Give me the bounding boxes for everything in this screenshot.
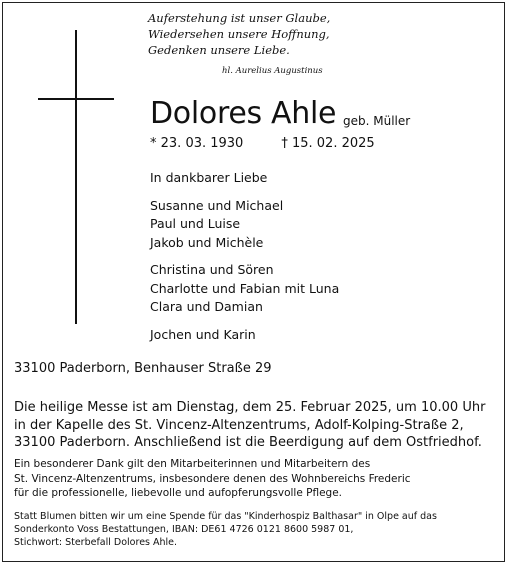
mass-info	[14, 399, 485, 452]
donation-info	[14, 510, 437, 549]
deceased-name: Dolores Ahle	[150, 96, 337, 131]
mass-line: Die heilige Messe ist am Dienstag, dem 25. Februar 2025, um 10.00 Uhr	[14, 400, 486, 415]
donation-line: Stichwort: Sterbefall Dolores Ahle.	[14, 537, 178, 548]
mourner-group	[150, 197, 339, 253]
mourner-name: Susanne und Michael	[150, 197, 284, 213]
birth-date: * 23. 03. 1930	[150, 136, 244, 151]
quote-author: hl. Aurelius Augustinus	[222, 66, 323, 76]
mourner-name: Clara und Damian	[150, 299, 263, 314]
cross-icon	[75, 30, 77, 324]
mourner-group	[150, 326, 339, 345]
life-dates	[150, 136, 375, 151]
thanks-line: Ein besonderer Dank gilt den Mitarbeiterinnen und Mitarbeitern des	[14, 458, 371, 470]
quote	[148, 10, 330, 58]
mourner-group	[150, 261, 339, 317]
cross-icon-bar	[38, 98, 114, 100]
mourners-list	[150, 169, 339, 353]
quote-line: Gedenken unsere Liebe.	[148, 43, 290, 57]
quote-line: Wiedersehen unsere Hoffnung,	[148, 27, 330, 41]
death-date: † 15. 02. 2025	[281, 136, 375, 151]
mourners-intro	[150, 169, 339, 188]
address: 33100 Paderborn, Benhauser Straße 29	[14, 361, 272, 376]
mass-line: 33100 Paderborn. Anschließend ist die Beerdigung auf dem Ostfriedhof.	[14, 435, 482, 450]
donation-line: Sonderkonto Voss Bestattungen, IBAN: DE61 4726 0121 8600 5987 01,	[14, 524, 354, 535]
mourner-name: Jakob und Michèle	[150, 234, 264, 250]
mourner-name: Christina und Sören	[150, 262, 274, 277]
mourner-name: Jochen und Karin	[150, 326, 256, 342]
mourner-name: Charlotte und Fabian mit Luna	[150, 280, 340, 296]
thanks-text	[14, 457, 411, 501]
intro-text: In dankbarer Liebe	[150, 170, 268, 185]
birth-name: geb. Müller	[343, 114, 411, 128]
quote-line: Auferstehung ist unser Glaube,	[148, 11, 331, 25]
thanks-line: St. Vincenz-Altenzentrums, insbesondere denen des Wohnbereichs Frederic	[14, 472, 411, 485]
thanks-line: für die professionelle, liebevolle und aufopferungsvolle Pflege.	[14, 487, 343, 499]
mourner-name: Paul und Luise	[150, 216, 241, 231]
donation-line: Statt Blumen bitten wir um eine Spende für das "Kinderhospiz Balthasar" in Olpe auf das	[14, 511, 437, 522]
mass-line: in der Kapelle des St. Vincenz-Altenzentrums, Adolf-Kolping-Straße 2,	[14, 417, 464, 433]
